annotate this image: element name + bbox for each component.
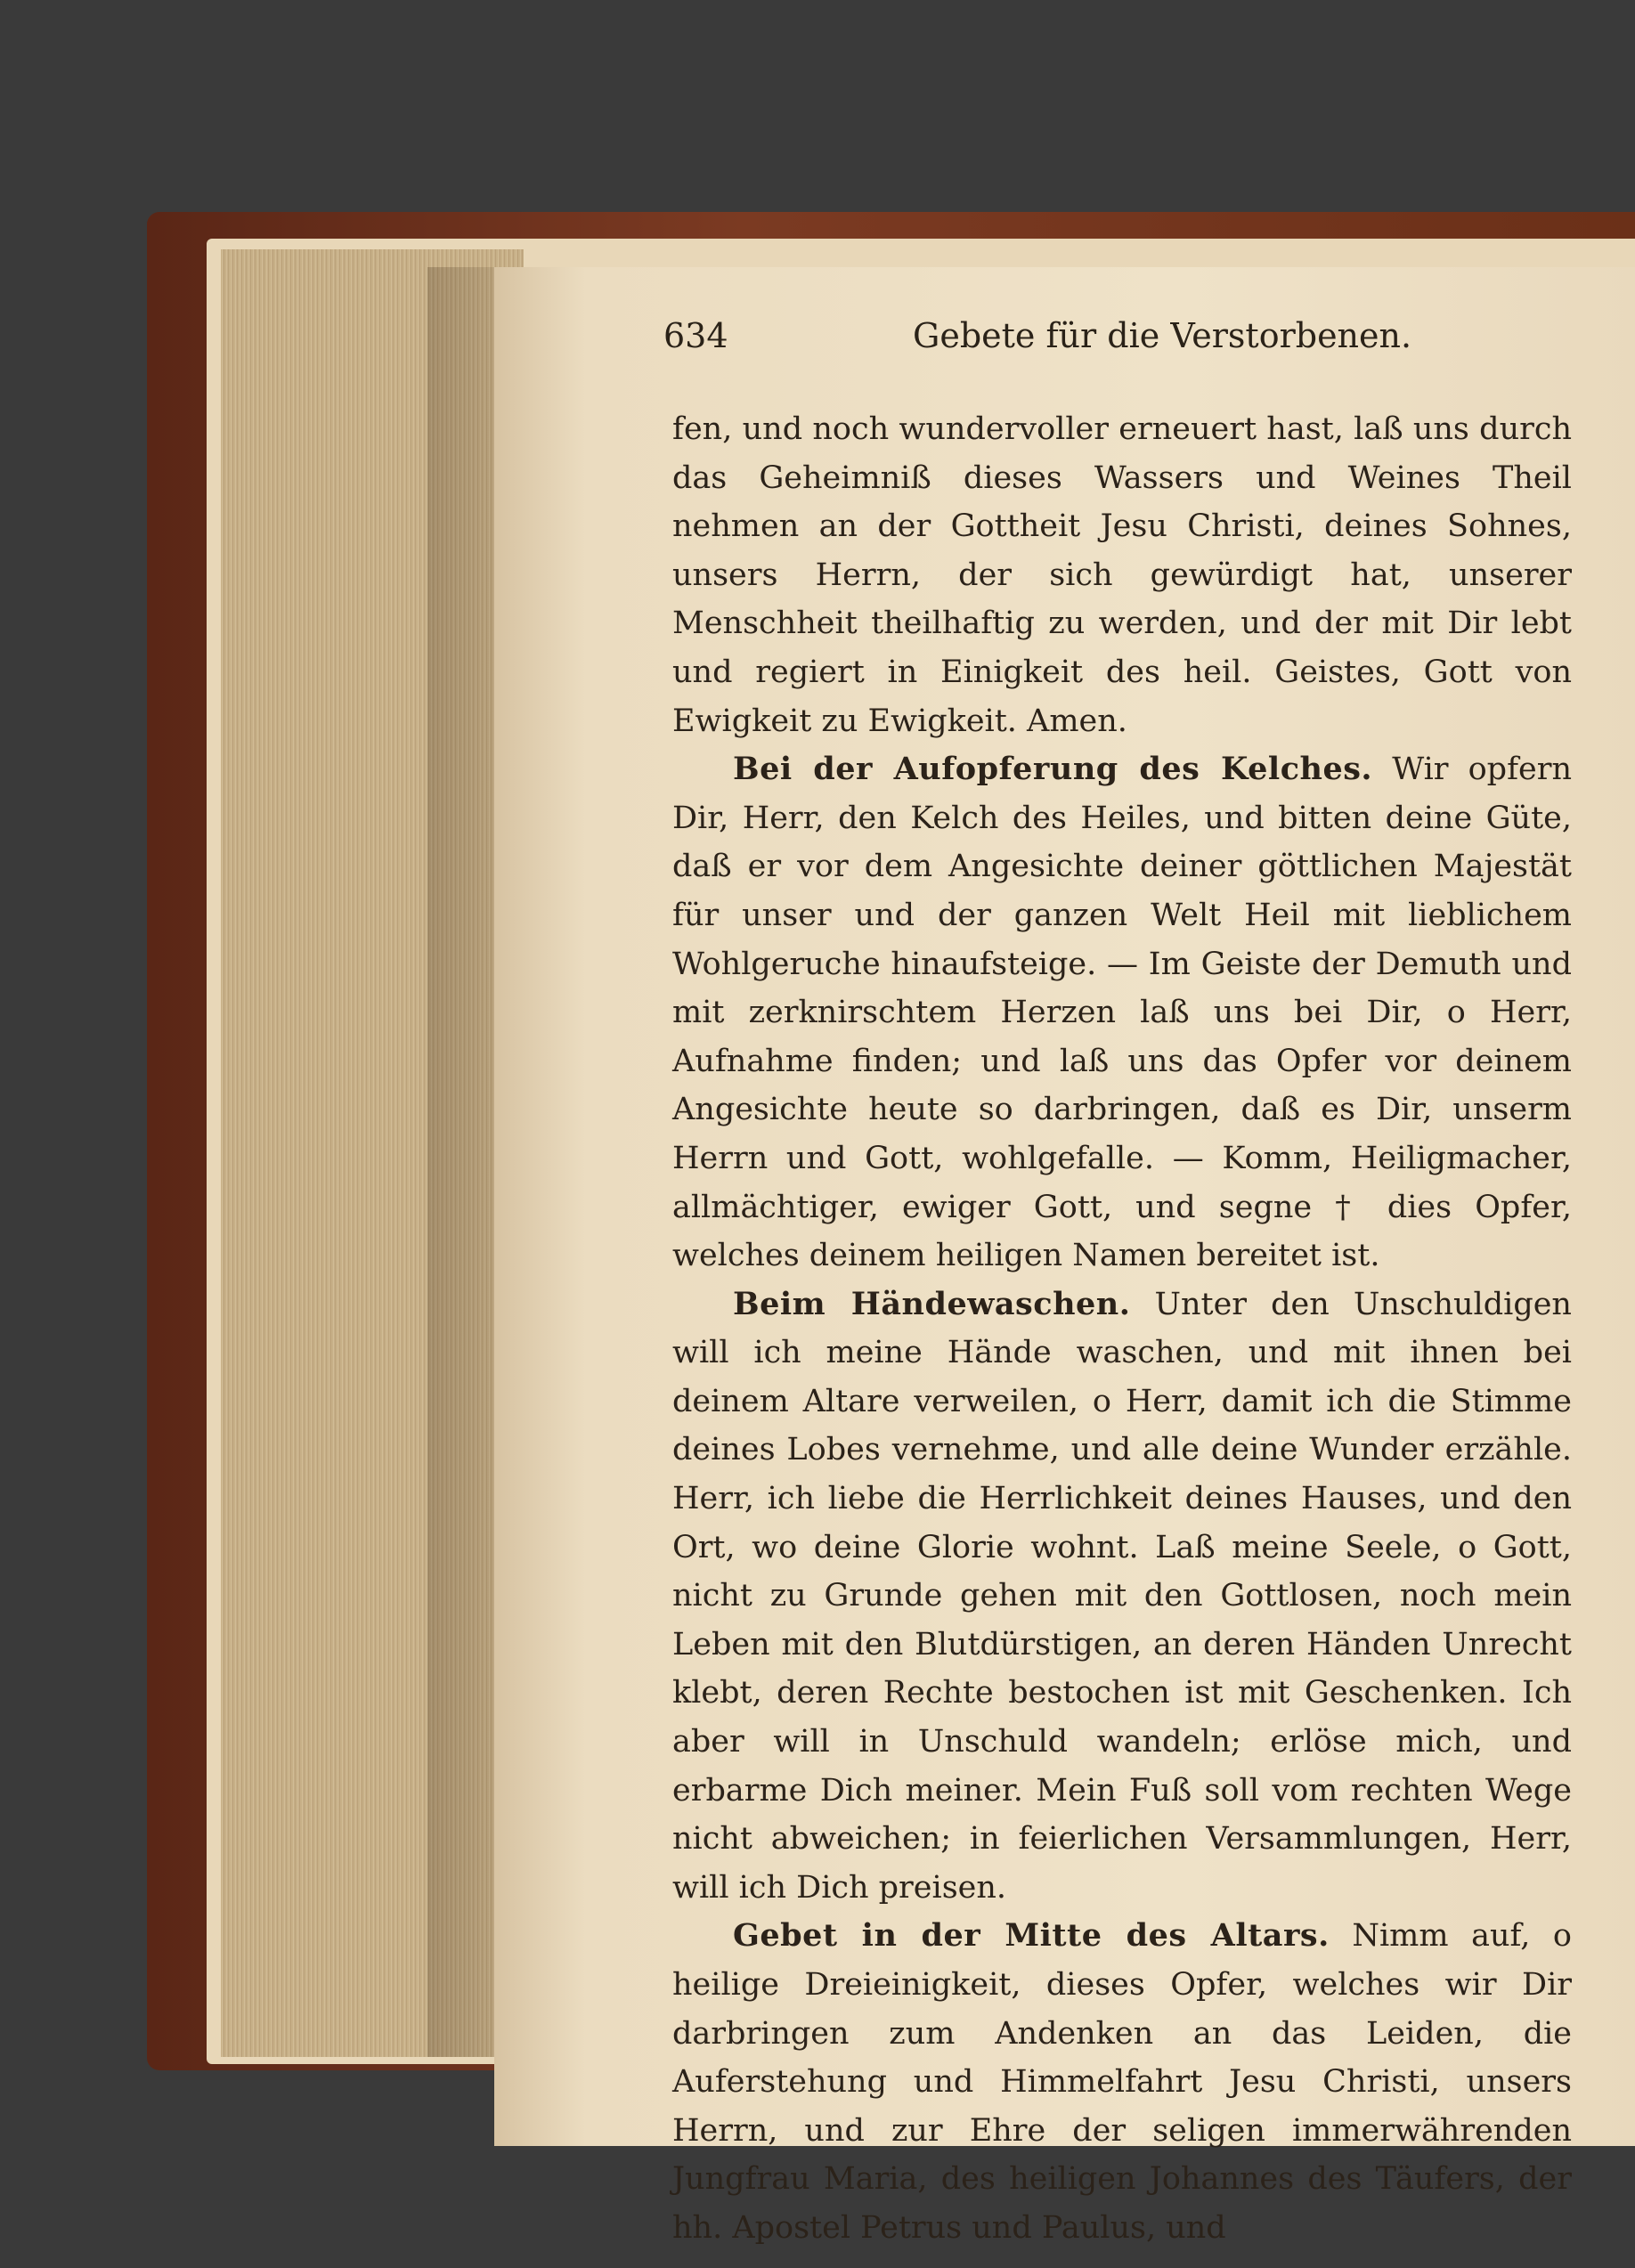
paragraph-text: fen, und noch wundervoller erneuert hast, laß uns durch das Geheimniß dieses Wassers und Weines Theil nehmen an der Gottheit Jesu Christi, deines Sohnes, unsers Herrn, der sich gewürdigt hat, unserer Menschheit theilhaftig zu werden, und der mit Dir lebt und regiert in Einigkeit des heil. Geistes, Gott von Ewigkeit zu Ewigkeit. Amen. [672,411,1572,739]
paragraph-1 [672,405,1572,745]
section-heading: Beim Händewaschen. [733,1285,1131,1322]
page-number: 634 [663,316,728,355]
paragraph-text: Nimm auf, o heilige Dreieinigkeit, dieses Opfer, welches wir Dir darbringen zum Andenken an das Leiden, die Auferstehung und Himmelfahrt Jesu Christi, unsers Herrn, und zur Ehre der seligen immerwährenden Jungfrau Maria, des heiligen Johannes des Täufers, der hh. Apostel Petrus und Paulus, und [672,1918,1572,2246]
page-header [663,316,1518,370]
paragraph-text: Wir opfern Dir, Herr, den Kelch des Heiles, und bitten deine Güte, daß er vor dem Angesichte deiner göttlichen Majestät für unser und der ganzen Welt Heil mit lieblichem Wohlgeruche hinaufsteige. — Im Geiste der Demuth und mit zerknirschtem Herzen laß uns bei Dir, o Herr, Aufnahme finden; und laß uns das Opfer vor deinem Angesichte heute so darbringen, daß es Dir, unserm Herrn und Gott, wohlgefalle. — Komm, Heiligmacher, allmächtiger, ewiger Gott, und segne † dies Opfer, welches deinem heiligen Namen bereitet ist. [672,752,1573,1274]
running-title: Gebete für die Verstorbenen. [913,316,1412,355]
text-block [672,405,1572,2253]
paragraph-3 [672,1280,1572,1913]
section-heading: Gebet in der Mitte des Altars. [733,1917,1330,1955]
paragraph-2 [672,745,1572,1280]
section-heading: Bei der Aufopferung des Kelches. [733,751,1373,788]
paragraph-4 [672,1912,1572,2252]
paragraph-text: Unter den Unschuldigen will ich meine Hände waschen, und mit ihnen bei deinem Altare verweilen, o Herr, damit ich die Stimme deines Lobes vernehme, und alle deine Wunder erzähle. Herr, ich liebe die Herrlichkeit deines Hauses, und den Ort, wo deine Glorie wohnt. Laß meine Seele, o Gott, nicht zu Grunde gehen mit den Gottlosen, noch mein Leben mit den Blutdürstigen, an deren Händen Unrecht klebt, deren Rechte bestochen ist mit Geschenken. Ich aber will in Unschuld wandeln; erlöse mich, und erbarme Dich meiner. Mein Fuß soll vom rechten Wege nicht abweichen; in feierlichen Versammlungen, Herr, will ich Dich preisen. [672,1286,1572,1906]
